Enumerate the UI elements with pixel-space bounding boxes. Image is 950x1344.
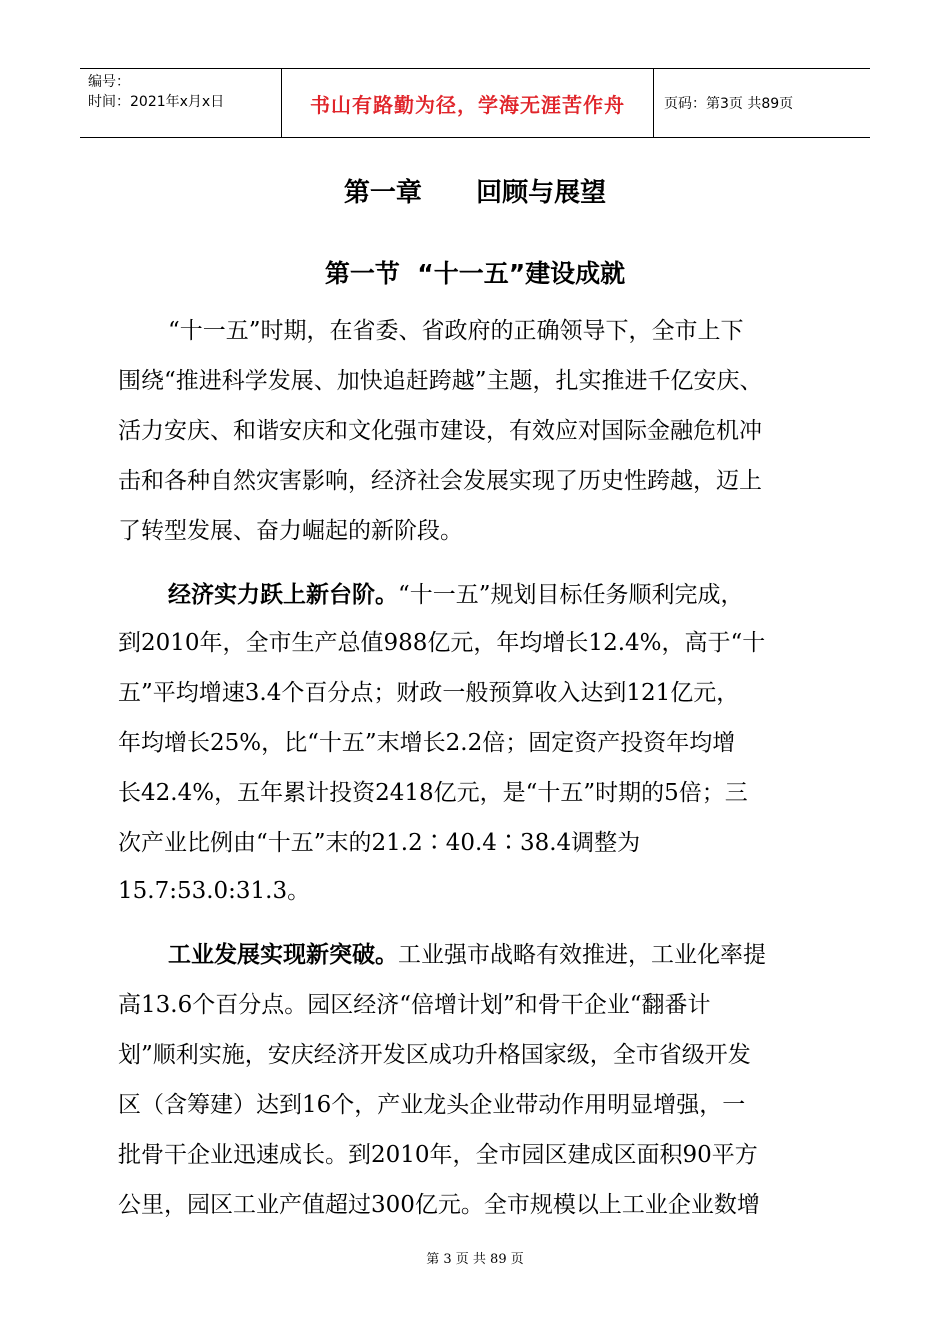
section-title: 第一节 “十一五”建设成就 [324,259,626,288]
header-motto: 书山有路勤为径，学海无涯苦作舟 [310,92,625,117]
paragraph-line [168,580,744,610]
header-motto-cell [282,69,654,137]
paragraph-line: 公里，园区工业产值超过300亿元。全市规模以上工业企业数增 [118,1192,760,1218]
header-meta [80,69,282,137]
paragraph-line: 划”顺利实施，安庆经济开发区成功升格国家级，全市省级开发 [118,1042,751,1068]
paragraph-line: 围绕“推进科学发展、加快追赶跨越”主题，扎实推进千亿安庆、 [118,368,763,394]
paragraph-line: 15.7:53.0:31.3。 [118,878,311,904]
paragraph-line: 活力安庆、和谐安庆和文化强市建设，有效应对国际金融危机冲 [118,418,762,444]
paragraph-line: 次产业比例由“十五”末的21.2∶40.4∶38.4调整为 [118,830,641,856]
paragraph-lead: 工业发展实现新突破。 [168,942,398,968]
paragraph-lead: 经济实力跃上新台阶。 [168,582,398,608]
chapter-title: 第一章 回顾与展望 [343,178,607,208]
paragraph-text: “十一五”规划目标任务顺利完成， [398,582,744,608]
page-footer: 第 3 页 共 89 页 [426,1252,524,1267]
paragraph-line: 五”平均增速3.4个百分点；财政一般预算收入达到121亿元， [118,680,740,706]
document-number-label: 编号： [88,74,130,90]
paragraph-line: 年均增长25%，比“十五”末增长2.2倍；固定资产投资年均增 [118,730,736,756]
paragraph-line: 了转型发展、奋力崛起的新阶段。 [118,518,463,544]
paragraph-line: 区（含筹建）达到16个，产业龙头企业带动作用明显增强，一 [118,1092,746,1118]
header-page-info-cell [654,69,870,137]
paragraph-line: 击和各种自然灾害影响，经济社会发展实现了历史性跨越，迈上 [118,468,762,494]
paragraph-line: “十一五”时期，在省委、省政府的正确领导下，全市上下 [168,318,744,344]
document-time-label: 时间：2021年x月x日 [88,94,225,110]
paragraph-line: 长42.4%，五年累计投资2418亿元，是“十五”时期的5倍；三 [118,780,748,806]
paragraph-text: 工业强市战略有效推进，工业化率提 [398,942,766,968]
header-page-info: 页码：第3页 共89页 [664,96,794,112]
document-header [80,68,870,138]
paragraph-line: 到2010年，全市生产总值988亿元，年均增长12.4%，高于“十 [118,630,766,656]
paragraph-line: 高13.6个百分点。园区经济“倍增计划”和骨干企业“翻番计 [118,992,711,1018]
paragraph-line [168,940,766,970]
paragraph-line: 批骨干企业迅速成长。到2010年，全市园区建成区面积90平方 [118,1142,758,1168]
